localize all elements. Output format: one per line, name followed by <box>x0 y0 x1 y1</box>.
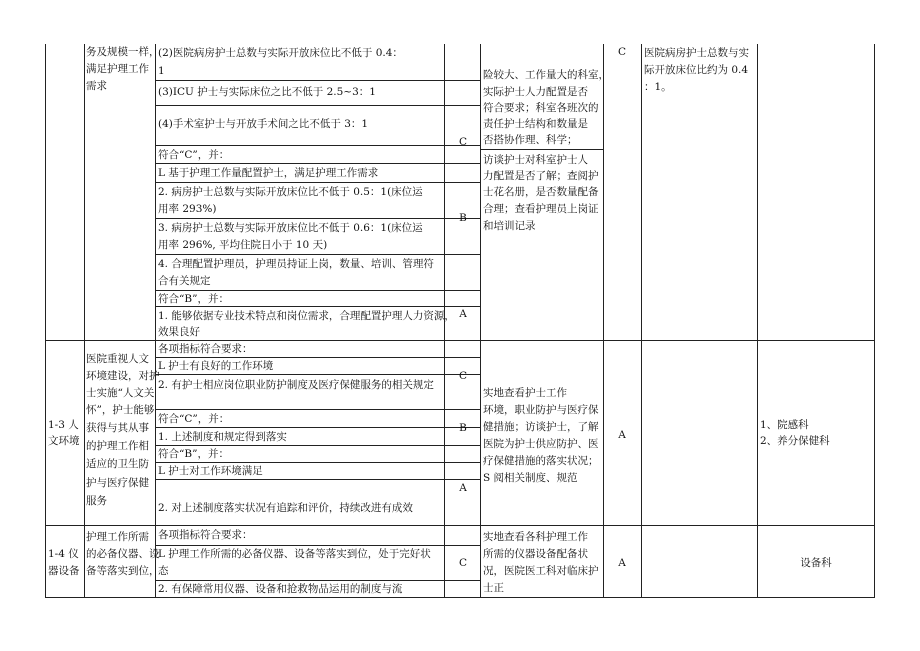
criteria-line: 1. 上述制度和规定得到落实 <box>158 431 287 443</box>
criteria-line: (2)医院病房护士总数与实际开放床位比不低于 0.4： <box>158 47 403 59</box>
column-divider <box>480 44 481 598</box>
criteria-line: L 护理工作所需的必备仪器、设备等落实到位，处于完好状 <box>158 548 431 560</box>
dept-line: 2、养分保健科 <box>760 435 830 447</box>
sub-row-divider <box>155 218 480 219</box>
method-line: 险较大、工作量大的科室， <box>483 69 609 81</box>
method-line: 符合要求；科室各班次的 <box>483 102 599 114</box>
dept-line: 1、院感科 <box>760 419 809 431</box>
criteria-line: 合有关规定 <box>158 275 211 287</box>
standard-line: 满足护理工作 <box>86 63 149 75</box>
criteria-line: 符合“C”，并： <box>158 413 230 425</box>
method-line: 否搭协作理、科学； <box>483 134 578 146</box>
standard-line: 的护理工作相 <box>86 440 149 452</box>
criteria-line: (4)手术室护士与开放手术间之比不低于 3：1 <box>158 118 369 130</box>
criteria-line: 用率 296%, 平均住院日小于 10 天) <box>158 239 328 251</box>
standard-line: 护与医疗保健 <box>86 477 149 489</box>
grade-label: A <box>459 308 467 320</box>
criteria-line: L 护士有良好的工作环境 <box>158 360 274 372</box>
criteria-line: 各项指标符合要求： <box>158 529 253 541</box>
criteria-line: 各项指标符合要求： <box>158 343 253 355</box>
self-grade: C <box>617 46 627 58</box>
criteria-line: 2. 病房护士总数与实际开放床位比不低于 0.5：1(床位运 <box>158 186 423 198</box>
standard-line: 护理工作所需 <box>86 531 149 543</box>
item-label: 1-4 仪 <box>48 548 79 560</box>
method-line: 和培训记录 <box>483 220 536 232</box>
method-line: 合理；查看护理员上岗证 <box>483 203 599 215</box>
method-line: 访谈护士对科室护士人 <box>483 154 588 166</box>
criteria-line: L 护士对工作环境满足 <box>158 465 263 477</box>
method-line: 环境，职业防护与医疗保 <box>483 404 599 416</box>
method-line: 责任护士结构和数量是 <box>483 118 588 130</box>
grade-label: A <box>459 482 467 494</box>
column-divider <box>603 44 604 598</box>
standard-line: 适应的卫生防 <box>86 458 149 470</box>
sub-row-divider <box>155 479 480 480</box>
standard-line: 怀”，护士能够 <box>86 404 155 416</box>
table-border-left <box>45 44 46 598</box>
grade-label: B <box>459 212 467 224</box>
standard-line: 环境建设，对护 <box>86 370 160 382</box>
table-border-bottom <box>45 597 875 598</box>
criteria-line: 2. 对上述制度落实状况有追踪和评价，持续改进有成效 <box>158 502 413 514</box>
self-grade: A <box>618 557 626 569</box>
method-line: 实地查看各科护理工作 <box>483 531 588 543</box>
remark-line: 际开放床位比约为 0.4 <box>644 64 749 76</box>
sub-row-divider <box>155 163 480 164</box>
sub-row-divider <box>155 105 480 106</box>
remark-line: ：1。 <box>644 81 672 93</box>
sub-row-divider <box>155 374 480 375</box>
grade-label: C <box>458 370 468 382</box>
criteria-line: 3. 病房护士总数与实际开放床位比不低于 0.6：1(床位运 <box>158 222 423 234</box>
method-line: 士正 <box>483 582 504 594</box>
standard-line: 备等落实到位， <box>86 565 160 577</box>
standard-line: 务及规模一样， <box>86 46 160 58</box>
criteria-line: 符合“B”，并： <box>158 448 229 460</box>
method-line: 医院为护士供应防护、医 <box>483 438 599 450</box>
table-border-right <box>874 44 875 598</box>
standard-line: 需求 <box>86 80 107 92</box>
sub-row-divider <box>155 409 480 410</box>
criteria-line: 2. 有保障常用仪器、设备和抢救物品运用的制度与流 <box>158 583 403 595</box>
item-label: 器设备 <box>48 565 80 577</box>
grade-label: C <box>458 557 468 569</box>
standard-line: 的必备仪器、设 <box>86 548 160 560</box>
criteria-line: L 基于护理工作量配置护士，满足护理工作需求 <box>158 167 379 179</box>
row-divider <box>45 525 875 526</box>
sub-row-divider <box>155 80 480 81</box>
standard-line: 服务 <box>86 495 107 507</box>
criteria-line: 1. 能够依据专业技术特点和岗位需求，合理配置护理人力资源， <box>158 310 455 322</box>
method-line: 实际护士人力配置是否 <box>483 86 588 98</box>
method-line: 况，医院医工科对临床护 <box>483 565 599 577</box>
sub-row-divider <box>155 145 480 146</box>
remark-line: 医院病房护士总数与实 <box>644 47 749 59</box>
method-line: 力配置是否了解；查阅护 <box>483 170 599 182</box>
sub-row-divider <box>155 182 480 183</box>
column-divider <box>155 44 156 598</box>
standard-line: 医院重视人文 <box>86 353 149 365</box>
dept-line: 设备科 <box>800 557 832 569</box>
self-grade: A <box>618 429 626 441</box>
criteria-line: 4. 合理配置护理员，护理员持证上岗，数量、培训、管理符 <box>158 258 434 270</box>
item-label: 1-3 人 <box>48 419 79 431</box>
item-label: 文环境 <box>48 435 80 447</box>
criteria-line: 态 <box>158 565 169 577</box>
method-line: 士花名册，是否数量配备 <box>483 186 599 198</box>
column-divider <box>757 44 758 598</box>
column-divider <box>641 44 642 598</box>
method-line: 疗保健措施的落实状况； <box>483 455 599 467</box>
method-line: 健措施；访谈护士，了解 <box>483 421 599 433</box>
column-divider <box>84 44 85 598</box>
criteria-line: 2. 有护士相应岗位职业防护制度及医疗保健服务的相关规定 <box>158 379 434 391</box>
method-line: 实地查看护士工作 <box>483 387 567 399</box>
criteria-line: 效果良好 <box>158 326 200 338</box>
criteria-line: 用率 293%) <box>158 203 217 215</box>
criteria-line: 1 <box>158 65 165 77</box>
criteria-line: (3)ICU 护士与实际床位之比不低于 2.5~3：1 <box>158 86 376 98</box>
grade-label: C <box>458 136 468 148</box>
sub-row-divider <box>155 254 480 255</box>
criteria-line: 符合“B”，并： <box>158 293 229 305</box>
sub-row-divider <box>480 149 603 150</box>
standard-line: 士实施“人文关 <box>86 387 155 399</box>
method-line: 所需的仪器设备配备状 <box>483 548 588 560</box>
criteria-line: 符合“C”，并： <box>158 149 230 161</box>
method-line: S 阅相关制度、规范 <box>483 472 578 484</box>
grade-label: B <box>459 422 467 434</box>
standard-line: 获得与其从事 <box>86 422 149 434</box>
sub-row-divider <box>155 427 480 428</box>
